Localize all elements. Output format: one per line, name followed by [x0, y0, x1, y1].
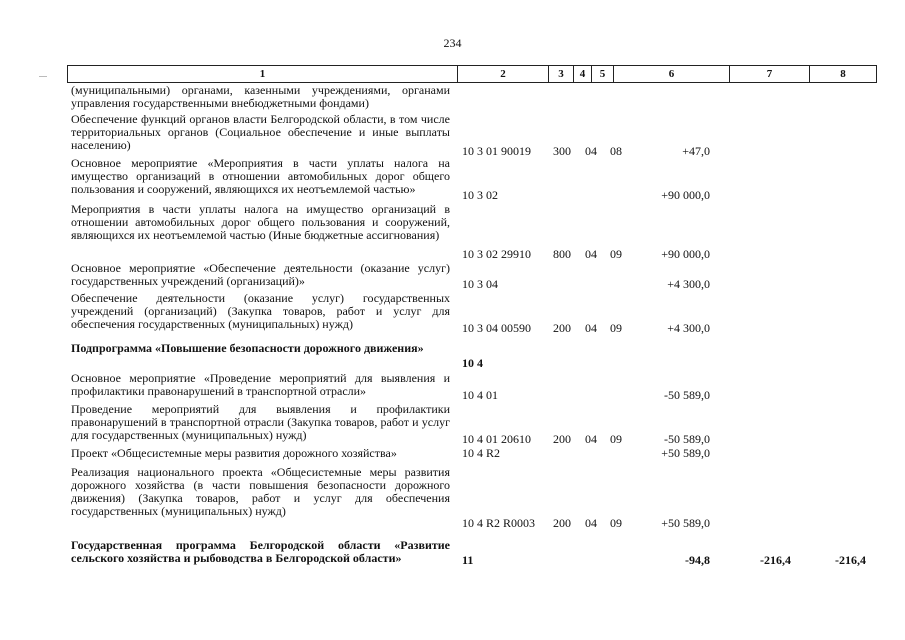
- row-amount: +90 000,0: [661, 188, 710, 202]
- col-header-5: 5: [592, 66, 614, 82]
- row-amount: +50 589,0: [661, 516, 710, 530]
- row-amount-3: -216,4: [835, 553, 866, 567]
- col-header-1: 1: [68, 66, 458, 82]
- row-code: 10 3 02 29910: [462, 247, 531, 261]
- row-description: (муниципальными) органами, казенными учреждениями, органами управления государственными внебюджетными фондами): [71, 83, 450, 110]
- col-header-4: 4: [574, 66, 592, 82]
- row-description: Основное мероприятие «Обеспечение деятельности (оказание услуг) государственных учреждений (организаций)»: [71, 261, 450, 288]
- row-description: Государственная программа Белгородской области «Развитие сельского хозяйства и рыбоводства в Белгородской области»: [71, 538, 450, 565]
- row-col5: 09: [610, 516, 622, 530]
- col-header-2: 2: [458, 66, 549, 82]
- row-amount: +4 300,0: [667, 321, 710, 335]
- row-amount: +4 300,0: [667, 277, 710, 291]
- row-col4: 04: [585, 321, 597, 335]
- row-description: Обеспечение функций органов власти Белгородской области, в том числе территориальных органов (Социальное обеспечение и иные выплаты населению): [71, 112, 450, 152]
- col-header-3: 3: [549, 66, 574, 82]
- row-code: 10 4 R2: [462, 446, 501, 460]
- row-code: 10 3 02: [462, 188, 498, 202]
- row-amount-2: -216,4: [760, 553, 791, 567]
- row-amount: +47,0: [682, 144, 710, 158]
- row-col5: 09: [610, 432, 622, 446]
- page-number: 234: [443, 36, 462, 50]
- row-amount: +50 589,0: [661, 446, 710, 460]
- row-col4: 04: [585, 516, 597, 530]
- row-code: 10 3 04 00590: [462, 321, 531, 335]
- row-code: 10 4 R2 R0003: [462, 516, 536, 530]
- row-col5: 09: [610, 321, 622, 335]
- row-col3: 800: [553, 247, 571, 261]
- row-description: Основное мероприятие «Мероприятия в части уплаты налога на имущество организаций в отношении автомобильных дорог общего пользования и сооружений, являющихся их неотъемлемой частью»: [71, 156, 450, 196]
- row-code: 10 3 04: [462, 277, 498, 291]
- row-description: Проект «Общесистемные меры развития дорожного хозяйства»: [71, 446, 397, 460]
- row-code: 10 4: [462, 356, 483, 370]
- row-code: 11: [462, 553, 474, 567]
- row-description: Основное мероприятие «Проведение мероприятий для выявления и профилактики правонарушений в транспортной отрасли»: [71, 371, 450, 398]
- row-col3: 300: [553, 144, 571, 158]
- row-code: 10 4 01: [462, 388, 498, 402]
- row-col5: 08: [610, 144, 622, 158]
- row-code: 10 3 01 90019: [462, 144, 531, 158]
- col-header-7: 7: [730, 66, 810, 82]
- margin-mark: [39, 76, 47, 77]
- col-header-6: 6: [614, 66, 730, 82]
- row-description: Реализация национального проекта «Общесистемные меры развития дорожного хозяйства (в части повышения безопасности дорожного движения) (Закупка товаров, работ и услуг для обеспечения государственных (муниципальных) нужд): [71, 465, 450, 518]
- row-col3: 200: [553, 516, 571, 530]
- col-header-8: 8: [840, 68, 846, 80]
- row-col5: 09: [610, 247, 622, 261]
- table-header: [67, 65, 877, 83]
- row-amount: -94,8: [685, 553, 710, 567]
- row-col3: 200: [553, 432, 571, 446]
- row-col3: 200: [553, 321, 571, 335]
- row-col4: 04: [585, 432, 597, 446]
- row-description: Мероприятия в части уплаты налога на имущество организаций в отношении автомобильных дорог общего пользования и сооружений, являющихся их неотъемлемой частью (Иные бюджетные ассигнования): [71, 202, 450, 242]
- row-col4: 04: [585, 247, 597, 261]
- row-amount: -50 589,0: [664, 432, 710, 446]
- row-amount: +90 000,0: [661, 247, 710, 261]
- row-description: Обеспечение деятельности (оказание услуг) государственных учреждений (организаций) (Закупка товаров, работ и услуг для обеспечения государственных (муниципальных) нужд): [71, 291, 450, 331]
- row-col4: 04: [585, 144, 597, 158]
- row-amount: -50 589,0: [664, 388, 710, 402]
- row-code: 10 4 01 20610: [462, 432, 531, 446]
- row-description: Проведение мероприятий для выявления и профилактики правонарушений в транспортной отрасли (Закупка товаров, работ и услуг для государственных (муниципальных) нужд): [71, 402, 450, 442]
- row-description: Подпрограмма «Повышение безопасности дорожного движения»: [71, 341, 424, 355]
